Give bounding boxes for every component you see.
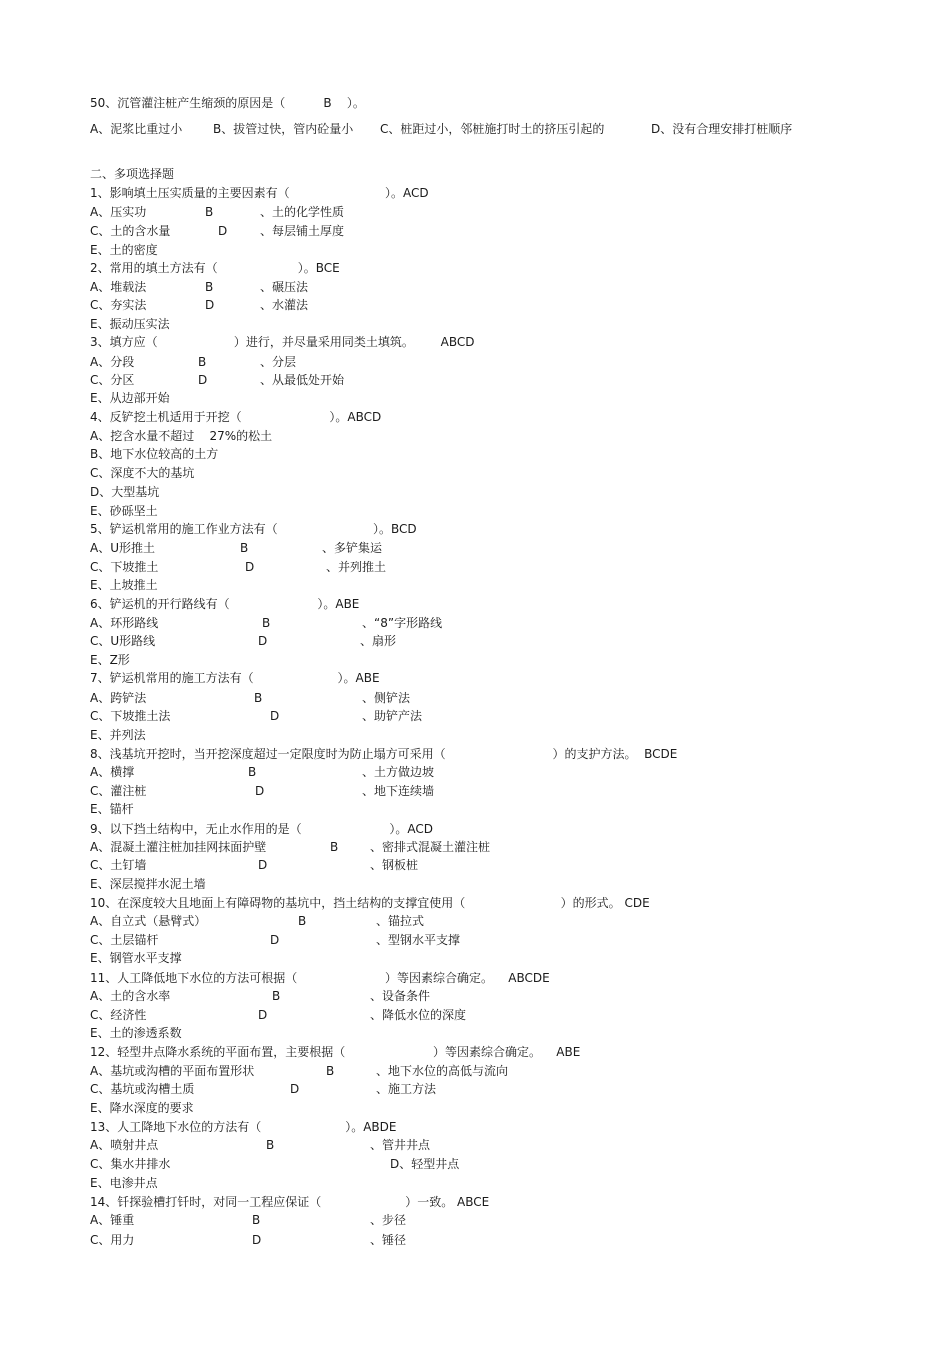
option-d-letter: D [198,373,208,387]
option-a: A、锤重 [90,1213,135,1227]
section-title: 二、多项选择题 [90,167,175,181]
option-d-letter: D [252,1233,262,1247]
option-e: E、从边部开始 [90,391,170,405]
option-e: E、钢管水平支撑 [90,951,182,965]
option-row-cd [90,857,419,873]
option-c: C、集水井排水 [90,1157,171,1171]
option-c: C、土的含水量 [90,224,171,238]
option-b-letter: B [205,205,214,219]
option-b-text: 、密排式混凝土灌注桩 [370,840,491,854]
option-d-text: 、降低水位的深度 [370,1008,467,1022]
option-b-text: 、分层 [260,355,297,369]
option-c: C、深度不大的基坑 [90,466,195,480]
option-b-letter: B [205,280,214,294]
option-d-letter: D [245,560,255,574]
q50-option-c: C、桩距过小，邻桩施打时土的挤压引起的 [380,122,605,136]
option-c: C、下坡推土法 [90,709,171,723]
option-d-letter: D [270,709,280,723]
option-d-letter: D [258,634,268,648]
option-a: A、跨铲法 [90,691,147,705]
option-row-ab [90,1137,431,1153]
option-d-letter: D [258,1008,268,1022]
option-a: A、U形推土 [90,541,155,555]
option-b-letter: B [330,840,339,854]
option-b-text: 、管井井点 [370,1138,431,1152]
option-row-ab [90,615,443,631]
question-stem: 8、浅基坑开挖时，当开挖深度超过一定限度时为防止塌方可采用（ ）的支护方法。 BCDE [90,747,678,761]
option-row-cd [90,1156,460,1172]
option-row-cd [90,559,387,575]
question-stem: 7、铲运机常用的施工方法有（ ）。ABE [90,671,380,685]
option-b-text: 、“8”字形路线 [362,616,443,630]
option-b-text: 、锚拉式 [376,914,425,928]
option-d-text: 、并列推土 [326,560,387,574]
option-b-letter: B [198,355,207,369]
option-a: A、混凝土灌注桩加挂网抹面护壁 [90,840,267,854]
option-row-ab [90,988,431,1004]
option-row-ab [90,1212,407,1228]
q50-option-a: A、泥浆比重过小 [90,122,183,136]
option-d-text: 、施工方法 [376,1082,437,1096]
option-e: E、振动压实法 [90,317,170,331]
option-b-letter: B [240,541,249,555]
option-d-letter: D [290,1082,300,1096]
option-b-letter: B [266,1138,275,1152]
question-stem: 10、在深度较大且地面上有障碍物的基坑中，挡土结构的支撑宜使用（ ）的形式。 CDE [90,896,650,910]
option-c: C、夯实法 [90,298,147,312]
option-d-letter: D [258,858,268,872]
option-c: C、土层锚杆 [90,933,159,947]
option-row-ab [90,354,297,370]
question-stem: 4、反铲挖土机适用于开挖（ ）。ABCD [90,410,382,424]
option-d-letter: D [205,298,215,312]
option-row-ab [90,540,383,556]
question-stem: 13、人工降地下水位的方法有（ ）。ABDE [90,1120,397,1134]
option-row-cd [90,372,345,388]
option-b-text: 、碾压法 [260,280,309,294]
option-b: B、地下水位较高的土方 [90,447,219,461]
option-row-cd [90,1007,467,1023]
q50-stem: 50、沉管灌注桩产生缩颈的原因是（ B ）。 [90,96,365,110]
option-d-text: 、扇形 [360,634,397,648]
question-stem: 12、轻型井点降水系统的平面布置，主要根据（ ）等因素综合确定。 ABE [90,1045,581,1059]
option-d-letter: D [270,933,280,947]
option-b-letter: B [326,1064,335,1078]
option-a: A、自立式（悬臂式） [90,914,207,928]
option-a: A、分段 [90,355,135,369]
option-row-cd [90,223,345,239]
option-d-letter: D [218,224,228,238]
option-c: C、土钉墙 [90,858,147,872]
option-c: C、灌注桩 [90,784,147,798]
q50-option-b: B、拔管过快，管内砼量小 [213,122,354,136]
option-b-text: 、土方做边坡 [362,765,435,779]
option-row-ab [90,1063,509,1079]
option-b-letter: B [248,765,257,779]
option-b-letter: B [262,616,271,630]
option-d-text: 、每层铺土厚度 [260,224,345,238]
option-d-letter: D [255,784,265,798]
option-b-letter: B [298,914,307,928]
option-c: C、U形路线 [90,634,156,648]
option-a: A、堆载法 [90,280,147,294]
q50-options [90,121,890,137]
option-row-cd [90,1081,437,1097]
option-d-text: 、助铲产法 [362,709,423,723]
option-a: A、土的含水率 [90,989,171,1003]
question-stem: 3、填方应（ ）进行，并尽量采用同类土填筑。 ABCD [90,335,475,349]
question-stem: 1、影响填土压实质量的主要因素有（ ）。ACD [90,186,429,200]
option-b-letter: B [254,691,263,705]
option-a: A、压实功 [90,205,147,219]
option-a: A、环形路线 [90,616,159,630]
option-row-ab [90,279,309,295]
option-e: E、上坡推土 [90,578,158,592]
option-b-text: 、步径 [370,1213,407,1227]
option-c: C、用力 [90,1233,135,1247]
option-e: E、砂砾坚土 [90,504,158,518]
option-row-ab [90,839,491,855]
option-c: C、经济性 [90,1008,147,1022]
option-b-text: 、多铲集运 [322,541,383,555]
question-stem: 14、钎探验槽打钎时，对同一工程应保证（ ）一致。 ABCE [90,1195,490,1209]
question-stem: 11、人工降低地下水位的方法可根据（ ）等因素综合确定。 ABCDE [90,971,550,985]
option-row-cd [90,297,309,313]
option-b-text: 、地下水位的高低与流向 [376,1064,509,1078]
option-b-letter: B [272,989,281,1003]
option-d-text: 、锤径 [370,1233,407,1247]
q50-option-d: D、没有合理安排打桩顺序 [651,122,793,136]
option-c: C、下坡推土 [90,560,159,574]
option-e: E、锚杆 [90,802,134,816]
option-d-text: 、水灌法 [260,298,309,312]
option-row-ab [90,690,411,706]
option-b-text: 、侧铲法 [362,691,411,705]
option-d: D、大型基坑 [90,485,160,499]
question-stem: 2、常用的填土方法有（ ）。BCE [90,261,340,275]
option-d-text: 、钢板桩 [370,858,419,872]
option-a: A、横撑 [90,765,135,779]
question-stem: 9、以下挡土结构中，无止水作用的是（ ）。ACD [90,822,433,836]
option-b-text: 、土的化学性质 [260,205,345,219]
option-e: E、深层搅拌水泥土墙 [90,877,206,891]
option-e: E、土的密度 [90,243,158,257]
option-c: C、分区 [90,373,135,387]
question-stem: 6、铲运机的开行路线有（ ）。ABE [90,597,360,611]
option-e: E、降水深度的要求 [90,1101,194,1115]
option-row-cd [90,633,397,649]
option-b-text: 、设备条件 [370,989,431,1003]
option-d-text: 、地下连续墙 [362,784,435,798]
option-e: E、并列法 [90,728,146,742]
option-row-cd [90,783,435,799]
option-c: C、基坑或沟槽土质 [90,1082,195,1096]
option-row-ab [90,764,435,780]
option-d: D、轻型井点 [390,1157,460,1171]
option-e: E、Z形 [90,653,130,667]
option-row-cd [90,1232,407,1248]
option-d-text: 、型钢水平支撑 [376,933,461,947]
option-a: A、挖含水量不超过 27%的松土 [90,429,273,443]
option-row-ab [90,913,425,929]
option-row-cd [90,708,423,724]
option-e: E、土的渗透系数 [90,1026,182,1040]
option-row-cd [90,932,461,948]
option-row-ab [90,204,345,220]
option-a: A、基坑或沟槽的平面布置形状 [90,1064,255,1078]
option-e: E、电渗井点 [90,1176,158,1190]
question-stem: 5、铲运机常用的施工作业方法有（ ）。BCD [90,522,417,536]
option-d-text: 、从最低处开始 [260,373,345,387]
option-a: A、喷射井点 [90,1138,159,1152]
option-b-letter: B [252,1213,261,1227]
